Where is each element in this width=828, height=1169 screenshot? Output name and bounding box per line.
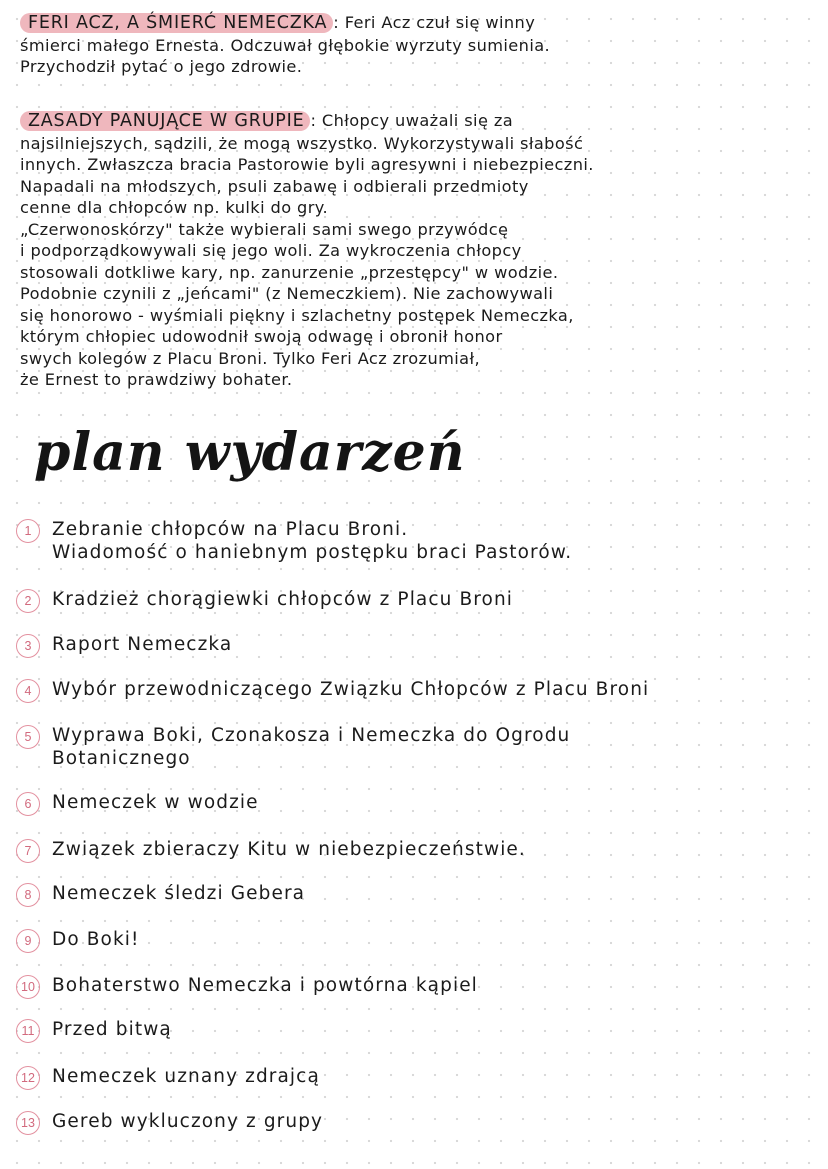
event-item xyxy=(16,838,812,863)
section-text: : Feri Acz czuł się winny xyxy=(333,13,536,32)
section-text: śmierci małego Ernesta. Odczuwał głębokie wyrzuty sumienia. xyxy=(20,35,551,55)
event-number: 11 xyxy=(16,1019,40,1043)
event-item xyxy=(16,974,812,999)
event-item xyxy=(16,724,812,770)
event-number: 13 xyxy=(16,1111,40,1135)
event-item xyxy=(16,633,812,658)
event-item xyxy=(16,928,812,953)
event-text: Raport Nemeczka xyxy=(52,634,233,655)
event-number: 10 xyxy=(16,975,40,999)
section-text: innych. Zwłaszcza bracia Pastorowie byli agresywni i niebezpieczni. xyxy=(20,155,594,174)
event-text-line: Botanicznego xyxy=(52,748,191,769)
event-item xyxy=(16,1065,812,1090)
event-text: Kradzież chorągiewki chłopców z Placu Broni xyxy=(52,589,514,610)
section-text: „Czerwonoskórzy" także wybierali sami swego przywódcę xyxy=(20,219,509,239)
section-heading: FERI ACZ, A ŚMIERĆ NEMECZKA xyxy=(20,13,333,33)
section-text: stosowali dotkliwe kary, np. zanurzenie „przestępcy" w wodzie. xyxy=(20,262,559,282)
section-text: że Ernest to prawdziwy bohater. xyxy=(20,370,293,389)
event-item xyxy=(16,1110,812,1135)
section-text: którym chłopiec udowodnił swoją odwagę i obronił honor xyxy=(20,327,503,346)
event-number: 12 xyxy=(16,1066,40,1090)
section-text: : Chłopcy uważali się za xyxy=(310,111,514,130)
event-text-line: Zebranie chłopców na Placu Broni. xyxy=(52,519,409,540)
event-text: Nemeczek w wodzie xyxy=(52,792,259,813)
event-item xyxy=(16,882,812,907)
event-text: Wybór przewodniczącego Związku Chłopców z Placu Broni xyxy=(52,679,650,700)
event-number: 1 xyxy=(16,519,40,543)
section-text: cenne dla chłopców np. kulki do gry. xyxy=(20,198,328,217)
section-text: najsilniejszych, sądzili, że mogą wszystko. Wykorzystywali słabość xyxy=(20,133,584,153)
event-item xyxy=(16,678,812,703)
event-text: Gereb wykluczony z grupy xyxy=(52,1111,324,1132)
section-text: i podporządkowywali się jego woli. Za wykroczenia chłopcy xyxy=(20,241,522,260)
event-item xyxy=(16,1018,812,1043)
event-item xyxy=(16,791,812,816)
event-item xyxy=(16,588,812,613)
event-number: 3 xyxy=(16,634,40,658)
event-text-line: Wiadomość o haniebnym postępku braci Pastorów. xyxy=(52,542,573,563)
section-text: Podobnie czynili z „jeńcami" (z Nemeczkiem). Nie zachowywali xyxy=(20,284,554,303)
plan-title: plan wydarzeń xyxy=(34,422,466,483)
event-text: Do Boki! xyxy=(52,929,140,950)
event-item xyxy=(16,518,812,564)
event-text: Nemeczek uznany zdrajcą xyxy=(52,1066,320,1087)
event-text xyxy=(52,724,570,770)
event-text: Nemeczek śledzi Gebera xyxy=(52,883,306,904)
section-text: Przychodził pytać o jego zdrowie. xyxy=(20,57,303,76)
event-number: 8 xyxy=(16,883,40,907)
event-text: Przed bitwą xyxy=(52,1019,172,1040)
event-text: Związek zbieraczy Kitu w niebezpieczeństwie. xyxy=(52,839,526,860)
event-number: 7 xyxy=(16,839,40,863)
event-text xyxy=(52,518,572,564)
section-heading: ZASADY PANUJĄCE W GRUPIE xyxy=(20,111,310,131)
event-number: 4 xyxy=(16,679,40,703)
event-text-line: Wyprawa Boki, Czonakosza i Nemeczka do Ogrodu xyxy=(52,725,571,746)
event-number: 9 xyxy=(16,929,40,953)
section-text: swych kolegów z Placu Broni. Tylko Feri Acz zrozumiał, xyxy=(20,348,481,368)
event-text: Bohaterstwo Nemeczka i powtórna kąpiel xyxy=(52,975,478,996)
event-number: 6 xyxy=(16,792,40,816)
section-text: się honorowo - wyśmiali piękny i szlachetny postępek Nemeczka, xyxy=(20,305,574,325)
event-number: 2 xyxy=(16,589,40,613)
section-text: Napadali na młodszych, psuli zabawę i odbierali przedmioty xyxy=(20,176,529,196)
event-number: 5 xyxy=(16,725,40,749)
